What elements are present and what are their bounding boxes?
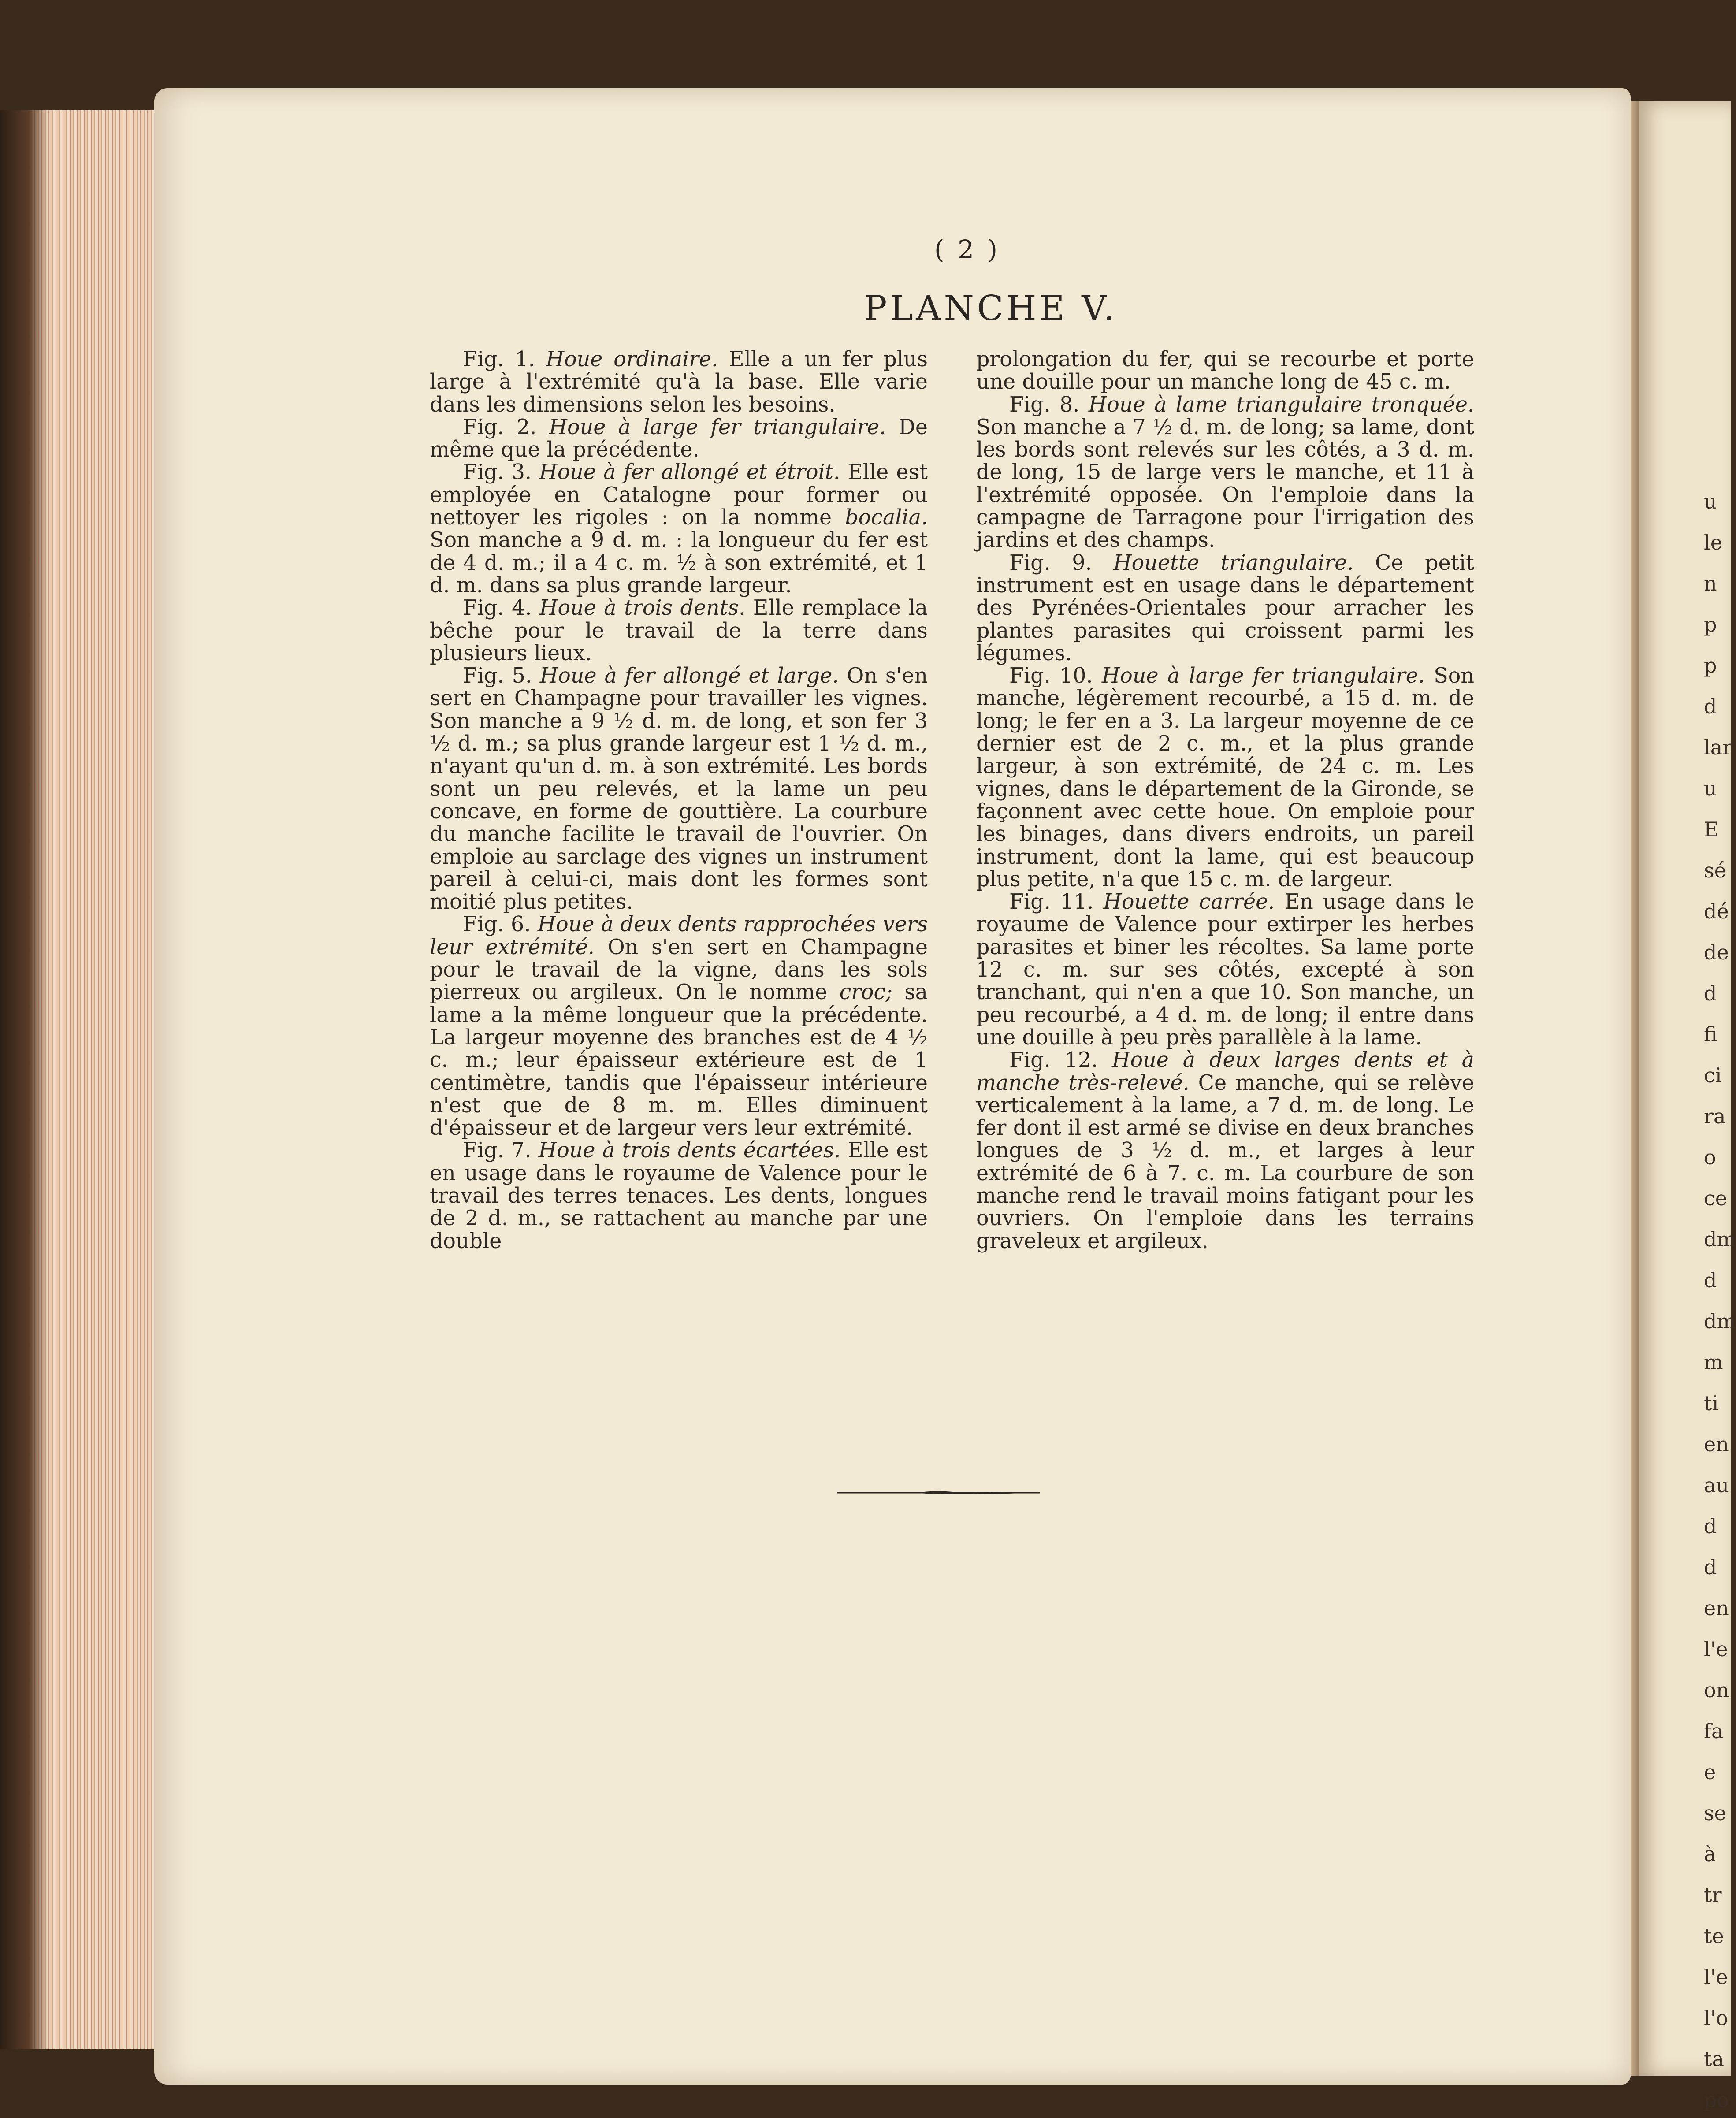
figure-number: Fig. 5. — [463, 664, 540, 688]
facing-page-fragment: e — [1704, 1760, 1716, 1784]
facing-page-fragment: ra — [1704, 1104, 1726, 1128]
facing-page-fragment: u — [1704, 490, 1717, 513]
facing-page-fragment: d — [1704, 1514, 1717, 1538]
facing-page-fragment: po — [1704, 2088, 1729, 2112]
book-page-edges — [0, 110, 159, 2049]
right-text-column — [976, 348, 1474, 1252]
tool-name: Houette triangulaire. — [1113, 550, 1354, 575]
facing-page-fragment: se — [1704, 1801, 1726, 1825]
tool-name: Houe à trois dents. — [539, 596, 746, 621]
left-text-column — [430, 348, 928, 1252]
facing-page-fragment: ti — [1704, 1391, 1719, 1415]
figure-description: Ce manche, qui se relève verticalement à la lame, a 7 d. m. de long. Le fer dont il est armé se divise en deux branches longues de 3 ½ d. m., et larges à leur extrémité de 6 à 7. c. m. La courbure de son manche rend le travail moins fatigant pour les ouvriers. On l'emploie dans les terrains graveleux et argileux. — [976, 1070, 1474, 1253]
tool-name: Houe à large fer triangulaire. — [549, 415, 886, 439]
tool-name: Houe ordinaire. — [546, 347, 718, 372]
figure-number: Fig. 7. — [463, 1138, 539, 1163]
tool-name: Houe à lame triangulaire tronquée. — [1088, 392, 1474, 417]
facing-page-fragment: de — [1704, 940, 1729, 964]
facing-page — [1639, 101, 1736, 2112]
figure-description: Son manche, légèrement recourbé, a 15 d. m. de long; le fer en a 3. La largeur moyenne de ce dernier est de 2 c. m., et la plus grande largeur, à son extrémité, de 24 c. m. Les vignes, dans le département de la Gironde, se façonnent avec cette houe. On emploie pour les binages, dans divers endroits, un pareil instrument, dont la lame, qui est beaucoup plus petite, n'a que 15 c. m. de largeur. — [976, 664, 1474, 892]
figure-entry — [976, 552, 1474, 665]
facing-page-fragment: n — [1704, 572, 1717, 595]
facing-page-fragment: E — [1704, 817, 1719, 841]
facing-page-fragment: ce — [1704, 1186, 1727, 1210]
facing-page-fragment: en — [1704, 1432, 1729, 1456]
figure-description: Ce petit instrument est en usage dans le département des Pyrénées-Orientales pour arracher les plantes parasites qui croissent parmi les légumes. — [976, 550, 1474, 665]
figure-description: En usage dans le royaume de Valence pour extirper les herbes parasites et biner les récoltes. Sa lame porte 12 c. m. sur ses côtés, excepté à son tranchant, qui n'en a que 10. Son manche, un peu recourbé, a 4 d. m. de long; il entre dans une douille à peu près parallèle à la lame. — [976, 890, 1474, 1050]
figure-description: sa lame a la même longueur que la précédente. La largeur moyenne des branches est de 4 ½ c. m.; leur épaisseur extérieure est de 1 centimètre, tandis que l'épaisseur intérieure n'est que de 8 m. m. Elles diminuent d'épaisseur et de largeur vers leur extrémité. — [430, 980, 928, 1141]
tool-name: Houe à deux dents rapprochées vers leur extrémité. — [430, 912, 928, 959]
facing-page-fragment: dm — [1704, 1309, 1736, 1333]
figure-entry — [430, 461, 928, 597]
figure-description: On s'en sert en Champagne pour le travail de la vigne, dans les sols pierreux ou argileux. On le nomme — [430, 935, 928, 1005]
figure-entry — [430, 416, 928, 461]
figure-number: Fig. 1. — [463, 347, 546, 372]
figure-description: On s'en sert en Champagne pour travailler les vignes. Son manche a 9 ½ d. m. de long, et son fer 3 ½ d. m.; sa plus grande largeur est 1 ½ d. m., n'ayant qu'un d. m. à son extrémité. Les bords sont un peu relevés, et la lame un peu concave, en forme de gouttière. La courbure du manche facilite le travail de l'ouvrier. On emploie au sarclage des vignes un instrument pareil à celui-ci, mais dont les formes sont moitié plus petites. — [430, 664, 928, 914]
facing-page-fragment: lar — [1704, 736, 1732, 759]
figure-number: Fig. 11. — [1009, 890, 1104, 914]
facing-page-fragment: u — [1704, 777, 1717, 800]
figure-entry — [430, 913, 928, 1139]
figure-description: Elle est en usage dans le royaume de Valence pour le travail des terres tenaces. Les dents, longues de 2 d. m., se rattachent au manche par une double — [430, 1138, 928, 1253]
facing-page-fragment: d — [1704, 695, 1717, 718]
figure-entry — [430, 665, 928, 913]
facing-page-fragment: p — [1704, 654, 1717, 677]
ornamental-divider — [837, 1490, 1040, 1496]
facing-page-fragment: l'o — [1704, 2006, 1729, 2030]
facing-page-fragment: d — [1704, 981, 1717, 1005]
tool-name: Houe à fer allongé et étroit. — [539, 460, 840, 485]
figure-entry — [430, 597, 928, 665]
facing-page-fragment: au — [1704, 1473, 1729, 1497]
figure-number: Fig. 3. — [463, 460, 539, 485]
figure-description: De même que la précédente. — [430, 415, 928, 462]
figure-entry — [976, 394, 1474, 552]
tool-name: Houe à trois dents écartées. — [538, 1138, 841, 1163]
figure-description: Elle a un fer plus large à l'extrémité qu'à la base. Elle varie dans les dimensions selon les besoins. — [430, 347, 928, 417]
tool-name: Houe à fer allongé et large. — [539, 664, 839, 688]
facing-page-fragment: ci — [1704, 1063, 1722, 1087]
figure-number: Fig. 8. — [1009, 392, 1089, 417]
tool-name: Houette carrée. — [1103, 890, 1275, 914]
page-number: ( 2 ) — [934, 234, 1000, 264]
figure-entry — [976, 665, 1474, 891]
continued-paragraph: prolongation du fer, qui se recourbe et porte une douille pour un manche long de 45 c. m. — [976, 347, 1474, 394]
facing-page-fragment: p — [1704, 613, 1717, 636]
facing-page-fragment: dé — [1704, 899, 1729, 923]
facing-page-fragment: à — [1704, 1842, 1716, 1866]
facing-page-fragment: tr — [1704, 1883, 1722, 1907]
figure-entry — [976, 891, 1474, 1049]
figure-entry — [430, 1139, 928, 1252]
facing-page-fragment: fi — [1704, 1022, 1717, 1046]
facing-page-fragment: l'e — [1704, 1637, 1728, 1661]
tool-name: Houe à large fer triangulaire. — [1101, 664, 1425, 688]
facing-page-fragment: d — [1704, 1268, 1717, 1292]
facing-page-fragment: d — [1704, 1555, 1717, 1579]
local-name: croc; — [839, 980, 893, 1005]
facing-page-fragment: m — [1704, 1350, 1723, 1374]
figure-number: Fig. 9. — [1009, 550, 1114, 575]
figure-entry — [430, 348, 928, 416]
facing-page-fragment: en — [1704, 1596, 1729, 1620]
figure-description: Son manche a 7 ½ d. m. de long; sa lame, dont les bords sont relevés sur les côtés, a 3 d. m. de long, 15 de large vers le manche, et 11 à l'extrémité opposée. On l'emploie dans la campagne de Tarragone pour l'irrigation des jardins et des champs. — [976, 415, 1474, 553]
facing-page-fragment: le — [1704, 531, 1722, 554]
facing-page-fragment: te — [1704, 1924, 1724, 1948]
figure-description: Elle est employée en Catalogne pour former ou nettoyer les rigoles : on la nomme — [430, 460, 928, 530]
facing-page-fragment: ta — [1704, 2047, 1724, 2071]
figure-number: Fig. 10. — [1009, 664, 1102, 688]
facing-page-fragment: fa — [1704, 1719, 1724, 1743]
figure-number: Fig. 4. — [463, 596, 540, 621]
tool-name: Houe à deux larges dents et à manche très-relevé. — [976, 1048, 1474, 1095]
local-name: bocalia. — [845, 505, 928, 530]
figure-number: Fig. 6. — [463, 912, 538, 937]
figure-description: Son manche a 9 d. m. : la longueur du fer est de 4 d. m.; il a 4 c. m. ½ à son extrémité, et 1 d. m. dans sa plus grande largeur. — [430, 528, 928, 598]
figure-description: Elle remplace la bêche pour le travail de la terre dans plusieurs lieux. — [430, 596, 928, 665]
figure-number: Fig. 2. — [463, 415, 549, 439]
facing-page-fragment: sé — [1704, 858, 1726, 882]
facing-page-fragment: o — [1704, 1145, 1716, 1169]
facing-page-fragment: l'e — [1704, 1965, 1728, 1989]
facing-page-fragment: dm — [1704, 1227, 1736, 1251]
figure-entry — [976, 1049, 1474, 1252]
figure-number: Fig. 12. — [1009, 1048, 1112, 1073]
facing-page-fragment: on — [1704, 1678, 1729, 1702]
page-heading: PLANCHE V. — [864, 289, 1118, 328]
